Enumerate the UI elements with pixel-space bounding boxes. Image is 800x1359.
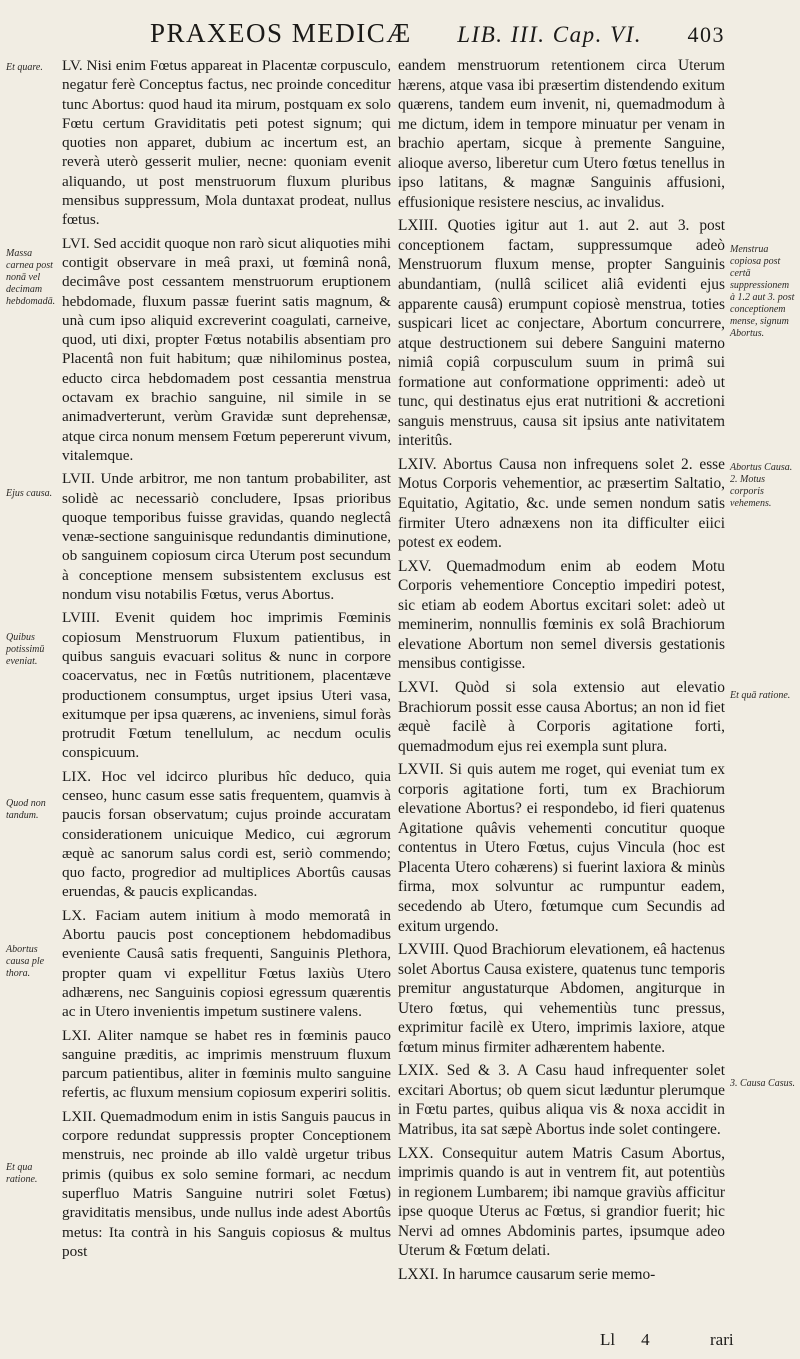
- paragraph: LXI. Aliter namque se habet res in fœminis pauco sanguine præditis, ac imprimis menstruum fluxum parcum patientibus, aliter in fœminis multo sanguine refertis, ac fluxum mensium copiosum experiri solitis.: [62, 1026, 391, 1102]
- paragraph: LXVII. Si quis autem me roget, qui eveniat tum ex corporis agitatione forti, tum ex Brachiorum elevatione Abortus? ei respondebo, id fieri quatenus Agitatione quâvis vehementi concutitur quoque contentus in Utero Fœtus, cujus Vincula (hoc est Placenta Utero cohærens) si fuerint laxiora & minùs firma, mox solvuntur ac rumpuntur eadem, secedendo ab Utero, fœtumque cum Secundis ad exitum urgendo.: [398, 761, 725, 935]
- paragraph: LXV. Quemadmodum enim ab eodem Motu Corporis vehementiore Conceptio impediri potest, sic etiam ab eodem Abortus excitari solet: adeò ut meminerim, nonnullis fœminis ex solâ Brachiorum elevatione Abortum non semel diversis gestationis mensibus contigisse.: [398, 557, 725, 673]
- running-header: [150, 18, 725, 52]
- margin-note: Ejus causa.: [6, 488, 53, 499]
- margin-note: 3. Causa Casus.: [730, 1078, 796, 1089]
- margin-note: Et quare.: [6, 62, 43, 73]
- catchword: rari: [710, 1330, 734, 1349]
- margin-note: Massa carnea post nonā vel decimam hebdomadā.: [6, 248, 56, 307]
- paragraph: LXVIII. Quod Brachiorum elevationem, eâ hactenus solet Abortus Causa existere, quatenus tunc temporis premitur angustaturque Abdomen, angiturque in Utero fœtus, qui vehementiùs tunc pressus, exprimitur facilè ex Utero, imprimis laxiore, atque fœtum minus firmiter adhærentem habente.: [398, 941, 725, 1056]
- paragraph: LXXI. In harumce causarum serie memo-: [398, 1265, 656, 1283]
- margin-note: Quod non tandum.: [6, 798, 46, 821]
- paragraph: LXVI. Quòd si sola extensio aut elevatio Brachiorum possit esse causa Abortus; an non id fiet æquè facilè à Corporis agitatione forti, quemadmodum ejus rei exempla sunt plura.: [398, 678, 725, 755]
- book-chapter: LIB. III. Cap. VI.: [457, 22, 643, 47]
- paragraph: eandem menstruorum retentionem circa Uterum hærens, atque vasa ibi præsertim distendendo exitum quærens, tandem eum invenit, ni, quemadmodum à me dictum, idem in tempore minuatur per venam in brachio apertam, sicque à premente Sanguine, alioque averso, liberetur cum Utero fœtus tenellus in ipso latitans, & magnæ Sanguinis affusioni, effusionique resistere nescius, ac invalidus.: [398, 57, 725, 211]
- paragraph: LX. Faciam autem initium à modo memoratâ in Abortu paucis post conceptionem hebdomadibus eveniente Causâ satis frequenti, Sanguinis Plethora, propter quam vi expellitur Fœtus laxiùs Utero adhærens, nec Sanguinis copiosi egressum quærentis ac in Utero invenientis impetum sustinere valens.: [62, 906, 391, 1021]
- paragraph: LVIII. Evenit quidem hoc imprimis Fœminis copiosum Menstruorum Fluxum patientibus, in quibus sanguis evacuari solitus & nunc in corpore coacervatus, nec in Fœtûs nutritionem, placentæve productionem consumptus, urget ipsius Uteri vasa, exitumque per ipsa quærens, ac inveniens, simul foràs protrudit Fœtum tenellulum, ac necdum oculis conspicuum.: [62, 609, 391, 762]
- paragraph: LXX. Consequitur autem Matris Casum Abortus, imprimis quando is aut in ventrem fit, aut potentiùs in regionem Lumbarem; ibi namque graviùs afficitur ipse quoque Uterus ac Fœtus, si grandior fuerit; hic Nervi ad omnes Abdominis partes, ipsumque adeo Uterum & Fœtum delati.: [398, 1144, 725, 1260]
- margin-note: Et qua ratione.: [6, 1162, 38, 1185]
- paragraph: LXIX. Sed & 3. A Casu haud infrequenter solet excitari Abortus; ob quem sicut læduntur plerumque in Fœtu partes, quibus aliqua vis & noxa accidit in Matribus, ita sat sæpè Abortus inde solet contingere.: [398, 1062, 725, 1138]
- page-number: 403: [687, 22, 725, 47]
- margin-note: Menstrua copiosa post certā suppressionem à 1.2 aut 3. post conceptionem mense, signum Abortus.: [730, 244, 795, 339]
- left-text-column: [62, 56, 391, 1265]
- paragraph: LV. Nisi enim Fœtus appareat in Placentæ corpusculo, negatur ferè Conceptus factus, nec proinde conceditur tunc Abortus: quod haud ita mirum, postquam ex solo Fœtu certum Graviditatis peti potest signum; qui quoties non apparet, dubium ac incertum est, an reverà uterò gesserit mulier, necne: quoniam evenit aliquando, ut post menstruorum fluxum pluribus mensibus suppressum, Mola duntaxat prodeat, nullus fœtus.: [62, 57, 391, 229]
- paragraph: LIX. Hoc vel idcirco pluribus hîc deduco, quia censeo, hunc casum esse satis frequentem, quamvis à paucis forsan observatum; cujus proinde accuratam considerationem unicuique Medico, cui ægrorum æquè ac sanorum salus cordi est, seriò commendo; quo facto, progredior ad multiplices Abortûs causas eruendas, & paucis explicandas.: [62, 767, 391, 901]
- margin-note: Abortus Causa. 2. Motus corporis vehemens.: [730, 462, 793, 509]
- paragraph: LVII. Unde arbitror, me non tantum probabiliter, ast solidè ac necessariò concludere, Ipsas prioribus quoque temporibus fuisse gravidas, quando neglectâ venæ-sectione sanguinisque redundantis diminutione, ob sanguinem copiosum circa Uterum post secundum à conceptione mensem subsistentem exclusus est nondum visu notabilis Fœtus, verus Abortus.: [62, 470, 391, 604]
- page-footer: [600, 1330, 734, 1350]
- margin-note: Abortus causa ple thora.: [6, 944, 45, 979]
- signature-mark: Ll: [600, 1330, 616, 1349]
- signature-number: 4: [641, 1330, 650, 1349]
- paragraph: LXIII. Quoties igitur aut 1. aut 2. aut 3. post conceptionem factam, suppressumque adeò Menstruorum fluxum mense, propter Sanguinis abundantiam, (nullâ scilicet aliâ evidenti ejus apparente causâ) erumpunt copiosè menstrua, toties suspicari licet ac conjectare, Abortum concurrere, atque destructionem sui debere Sanguini materno nimiâ copiâ corpusculum suum in primâ sui formatione aut conformatione opprimenti: adeò ut tunc, qui destinatus ejus erat nutritioni & accretioni sanguis menstruus, causa sit ipsius ante nativitatem interitûs.: [398, 217, 725, 450]
- right-text-column: [398, 56, 725, 1288]
- paragraph: LVI. Sed accidit quoque non rarò sicut aliquoties mihi contigit observare in meâ praxi, ut fœminâ nonâ, decimâve post cessantem menstruorum eruptionem hebdomade, fluxum passæ fuerint satis magnum, & unà cum ipso aliquid excreverint coagulati, carneive, quod, uti dixi, propter Fœtus notabilis absentiam pro Placentâ non fuit habitum; quæ nihilominus postea, educto circa hebdomadem post cessantia menstrua octavam ex brachio sanguine, nil simile in se animadverterunt, verùm Gravidæ sunt deprehensæ, atque circa nonum mensem Fœtum pepererunt vivum, vitalemque.: [62, 234, 391, 464]
- paragraph: LXII. Quemadmodum enim in istis Sanguis paucus in corpore redundat suppressis propter Conceptionem menstruis, nec proinde ab illo valdè urgetur tribus primis (quibus ex solo semine formari, ac necdum superfluo Matris Sanguine nutriri solet Fœtus) graviditatis mensibus, unde nullus inde adest Abortûs metus: Ita contrà in his Sanguis copiosus & multus post: [62, 1107, 391, 1260]
- margin-note: Et quā ratione.: [730, 690, 791, 701]
- paragraph: LXIV. Abortus Causa non infrequens solet 2. esse Motus Corporis vehementior, ac præsertim Saltatio, Equitatio, Agitatio, &c. unde semen nondum satis firmiter Utero adnæxens non ita difficulter eiici potest ex eodem.: [398, 455, 725, 552]
- running-title: PRAXEOS MEDICÆ: [150, 18, 412, 48]
- margin-note: Quibus potissimū eveniat.: [6, 632, 45, 667]
